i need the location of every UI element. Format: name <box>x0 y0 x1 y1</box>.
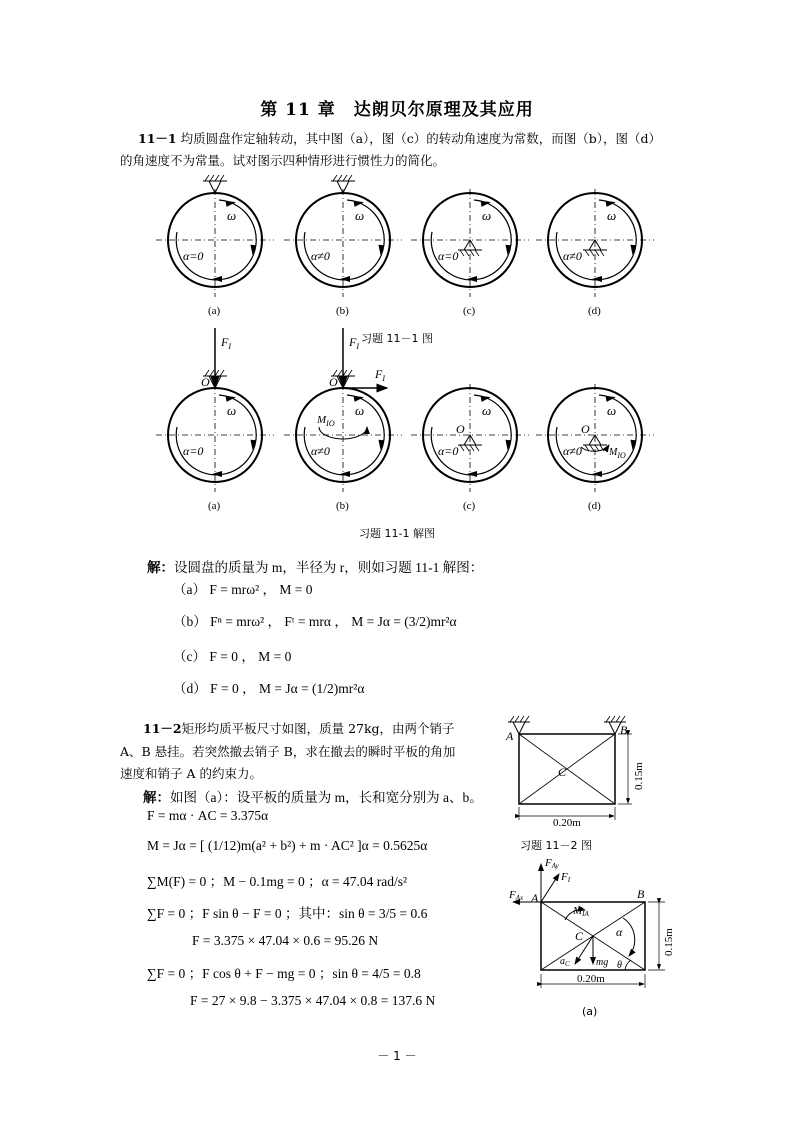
panel-label: (c) <box>463 305 476 317</box>
alpha-label: α≠0 <box>563 444 582 458</box>
disk-fig2-1 <box>284 328 402 512</box>
problem-11-1-line2: 的角速度不为常量。试对图示四种情形进行惯性力的简化。 <box>120 153 446 168</box>
eq-1: F = mα · AC = 3.375α <box>147 808 269 823</box>
problem-11-1-line1: 11－1 均质圆盘作定轴转动，其中图（a），图（c）的转动角速度为常数，而图（b），图（d） <box>138 131 662 146</box>
problem-11-2-line1: 11－2矩形均质平板尺寸如图，质量 27kg，由两个销子 <box>143 721 455 736</box>
label-FI: FI <box>561 871 571 884</box>
figure-label-a: (a) <box>582 1005 598 1018</box>
label-FIn: $F_I$ <box>349 335 360 351</box>
eq-5: F = 3.375 × 47.04 × 0.6 = 95.26 N <box>192 933 379 948</box>
alpha-label: α≠0 <box>563 249 582 263</box>
label-theta: θ <box>617 960 622 971</box>
panel-label: (b) <box>336 305 349 317</box>
omega-label: ω <box>355 403 365 418</box>
problem-11-2-line2: A、B 悬挂。若突然撤去销子 B，求在撤去的瞬时平板的角加 <box>120 744 456 759</box>
label-B: B <box>620 723 628 737</box>
figure-caption-3: 习题 11－2 图 <box>520 839 592 852</box>
label-aC: $a_C$ <box>560 956 570 968</box>
omega-label: ω <box>607 403 617 418</box>
label-alpha: α <box>616 925 623 939</box>
omega-label: ω <box>482 403 492 418</box>
panel-label: (b) <box>336 500 349 512</box>
label-O: O <box>329 375 338 389</box>
label-mg: mg <box>596 957 609 968</box>
solution-b: （b） Fⁿ = mrω² ， Fᵗ = mrα ， M = Jα = (3/2)mr²α <box>173 614 457 629</box>
label-MIO: $M_{IO}$ <box>609 447 626 460</box>
omega-label: ω <box>227 403 237 418</box>
solution-c: （c） F = 0 ， M = 0 <box>173 649 292 664</box>
problem-11-2-line3: 速度和销子 A 的约束力。 <box>120 766 262 781</box>
alpha-label: α=0 <box>438 444 459 458</box>
solution-intro: 解：设圆盘的质量为 m，半径为 r，则如习题 11-1 解图： <box>147 560 484 575</box>
eq-2: M = Jα = [ (1/12)m(a² + b²) + m · AC² ]α = 0.5625α <box>147 838 428 853</box>
label-MIO: $M_{IO}$ <box>317 414 335 428</box>
eq-4: ∑F = 0 ；F sin θ − F = 0 ；其中：sin θ = 3/5 = 0.6 <box>147 906 428 921</box>
width-dim: 0.20m <box>553 817 581 829</box>
page-title: 第 11 章 达朗贝尔原理及其应用 <box>260 100 534 120</box>
width-dim-fbd: 0.20m <box>577 973 605 985</box>
label-O: O <box>581 422 590 436</box>
label-FAx: FAx <box>509 889 524 902</box>
panel-label: (d) <box>588 500 601 512</box>
label-O: O <box>456 422 465 436</box>
height-dim: 0.15m <box>633 762 645 790</box>
disk-fig2-2 <box>411 384 529 512</box>
label-FIt: $F_I$ <box>375 367 386 383</box>
label-FAy: FAy <box>545 857 559 870</box>
label-O: O <box>201 375 210 389</box>
eq-3: ∑M(F) = 0 ；M − 0.1mg = 0 ；α = 47.04 rad/s² <box>147 874 408 889</box>
omega-label: ω <box>355 208 365 223</box>
solution-2-intro: 解：如图（a）：设平板的质量为 m，长和宽分别为 a、b。 <box>143 790 483 805</box>
omega-label: ω <box>607 208 617 223</box>
figure-11-1 <box>140 170 660 330</box>
solution-a: （a） F = mrω² ， M = 0 <box>173 582 313 597</box>
label-A-fbd: A <box>531 891 539 905</box>
problem-number-2: 11－2 <box>143 721 182 736</box>
alpha-label: α≠0 <box>311 444 330 458</box>
panel-label: (a) <box>208 500 221 512</box>
label-C: C <box>558 765 567 779</box>
alpha-label: α≠0 <box>311 249 330 263</box>
label-MIA: MIA <box>573 905 589 918</box>
figure-11-2-solution <box>505 852 675 1002</box>
page-number: － 1 － <box>377 1049 417 1063</box>
omega-label: ω <box>227 208 237 223</box>
problem-number: 11－1 <box>138 131 177 146</box>
figure-11-2 <box>500 712 650 832</box>
disk-fig1-2 <box>411 189 529 317</box>
figure-caption-1: 习题 11－1 图 <box>361 332 433 345</box>
alpha-label: α=0 <box>183 444 204 458</box>
disk-fig1-1 <box>284 175 402 317</box>
panel-label: (d) <box>588 305 601 317</box>
disk-fig1-3 <box>536 189 654 317</box>
disk-fig2-0 <box>156 328 274 512</box>
alpha-label: α=0 <box>438 249 459 263</box>
label-A: A <box>506 729 514 743</box>
eq-6: ∑F = 0 ；F cos θ + F − mg = 0 ；sin θ = 4/5 = 0.8 <box>147 966 421 981</box>
panel-label: (c) <box>463 500 476 512</box>
alpha-label: α=0 <box>183 249 204 263</box>
omega-label: ω <box>482 208 492 223</box>
panel-label: (a) <box>208 305 221 317</box>
figure-caption-2: 习题 11-1 解图 <box>359 527 435 540</box>
disk-fig1-0 <box>156 175 274 317</box>
disk-fig2-3 <box>536 384 654 512</box>
label-B-fbd: B <box>637 887 645 901</box>
solution-d: （d） F = 0 ， M = Jα = (1/2)mr²α <box>173 681 365 696</box>
label-C-fbd: C <box>575 929 584 943</box>
label-FI: $F_I$ <box>221 335 232 351</box>
eq-7: F = 27 × 9.8 − 3.375 × 47.04 × 0.8 = 137.6 N <box>190 993 436 1008</box>
height-dim-fbd: 0.15m <box>663 928 675 956</box>
